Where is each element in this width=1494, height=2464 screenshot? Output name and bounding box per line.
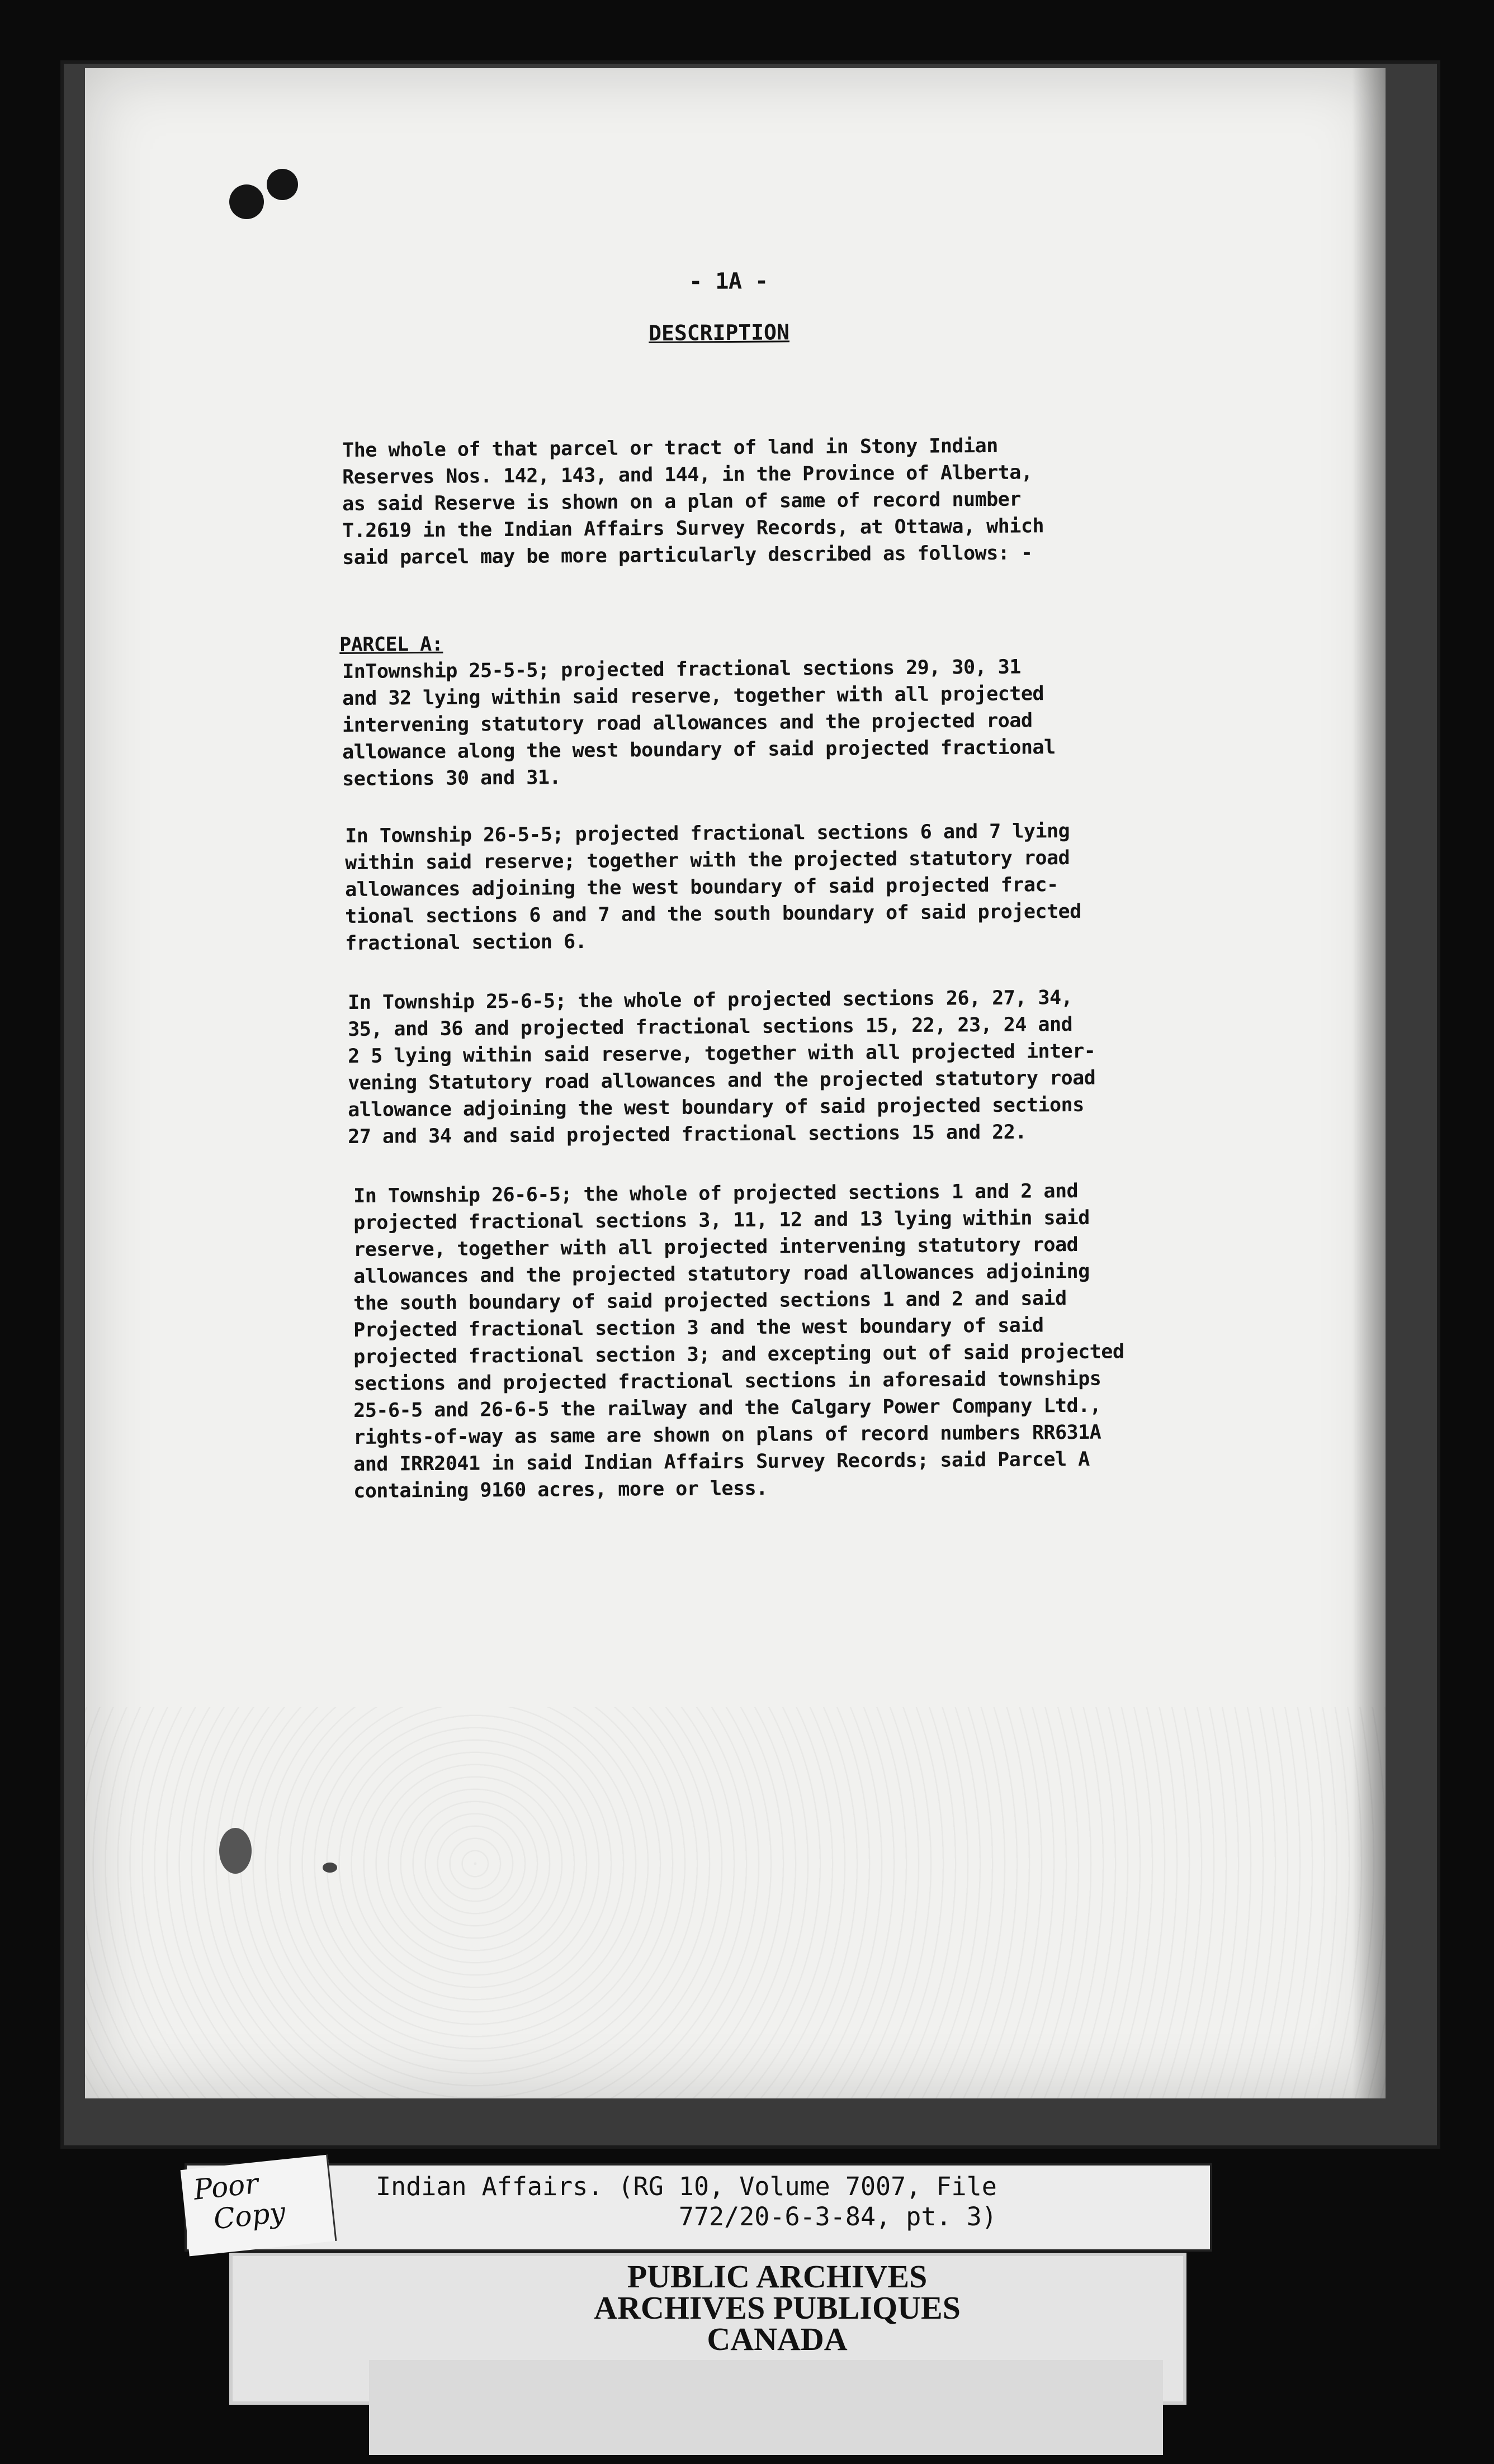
- text-line: and IRR2041 in said Indian Affairs Survey Records; said Parcel A: [353, 1448, 1090, 1476]
- text-line: the south boundary of said projected sections 1 and 2 and said: [353, 1287, 1067, 1315]
- note-line: Copy: [212, 2196, 287, 2236]
- text-line: In Township 26-5-5; projected fractional sections 6 and 7 lying: [345, 819, 1070, 847]
- text-line: 27 and 34 and said projected fractional sections 15 and 22.: [348, 1121, 1027, 1148]
- text-line: intervening statutory road allowances and the projected road: [342, 709, 1033, 737]
- text-line: In Township 25-6-5; the whole of projected sections 26, 27, 34,: [348, 986, 1073, 1014]
- parcel-heading: PARCEL A:: [339, 633, 443, 656]
- archive-card-lower: [369, 2360, 1163, 2455]
- text-line: allowance along the west boundary of said projected fractional: [342, 736, 1056, 764]
- text-line: reserve, together with all projected intervening statutory road: [353, 1233, 1079, 1261]
- text-line: sections and projected fractional sections in aforesaid townships: [353, 1367, 1101, 1395]
- reference-line: 772/20-6-3-84, pt. 3): [376, 2202, 997, 2231]
- text-line: tional sections 6 and 7 and the south boundary of said projected: [345, 900, 1081, 928]
- reference-line: Indian Affairs. (RG 10, Volume 7007, File: [376, 2172, 997, 2201]
- page-speckle: [85, 1707, 1386, 2098]
- ink-speck: [323, 1863, 337, 1873]
- page-number: - 1A -: [689, 268, 768, 295]
- text-line: allowances adjoining the west boundary of said projected frac-: [345, 874, 1058, 901]
- text-line: allowance adjoining the west boundary of said projected sections: [348, 1093, 1084, 1121]
- text-line: vening Statutory road allowances and the projected statutory road: [348, 1067, 1096, 1094]
- text-line: within said reserve; together with the projected statutory road: [345, 846, 1070, 874]
- archive-stamp: [581, 2258, 973, 2357]
- text-line: 35, and 36 and projected fractional sections 15, 22, 23, 24 and: [348, 1013, 1073, 1041]
- text-line: 2 5 lying within said reserve, together with all projected inter-: [348, 1040, 1096, 1068]
- text-line: allowances and the projected statutory road allowances adjoining: [353, 1260, 1090, 1288]
- text-line: said parcel may be more particularly described as follows: -: [342, 542, 1033, 569]
- page-edge-shadow: [1352, 68, 1386, 2098]
- text-line: InTownship 25-5-5; projected fractional sections 29, 30, 31: [342, 656, 1022, 683]
- text-line: rights-of-way as same are shown on plans of record numbers RR631A: [353, 1421, 1101, 1449]
- note-line: Poor: [192, 2167, 260, 2206]
- text-line: projected fractional sections 3, 11, 12 and 13 lying within said: [353, 1206, 1090, 1234]
- text-line: fractional section 6.: [345, 930, 587, 955]
- text-line: 25-6-5 and 26-6-5 the railway and the Calgary Power Company Ltd.,: [353, 1394, 1101, 1422]
- text-line: In Township 26-6-5; the whole of projected sections 1 and 2 and: [353, 1179, 1079, 1207]
- text-line: sections 30 and 31.: [342, 766, 561, 790]
- text-line: as said Reserve is shown on a plan of same of record number: [342, 488, 1022, 515]
- text-line: T.2619 in the Indian Affairs Survey Records, at Ottawa, which: [342, 515, 1044, 542]
- text-line: Projected fractional section 3 and the west boundary of said: [353, 1314, 1044, 1342]
- text-line: The whole of that parcel or tract of land in Stony Indian: [342, 434, 998, 462]
- stamp-line: ARCHIVES PUBLIQUES: [594, 2290, 961, 2326]
- handwritten-note: [181, 2155, 337, 2257]
- text-line: projected fractional section 3; and excepting out of said projected: [353, 1340, 1124, 1368]
- ink-blot: [267, 169, 298, 200]
- stamp-line: PUBLIC ARCHIVES: [627, 2258, 928, 2295]
- ink-smudge: [219, 1828, 252, 1874]
- stamp-line: CANADA: [707, 2321, 848, 2357]
- ink-blot: [229, 184, 264, 219]
- document-page: [85, 68, 1386, 2098]
- text-line: and 32 lying within said reserve, together with all projected: [342, 683, 1044, 710]
- text-line: containing 9160 acres, more or less.: [353, 1477, 768, 1503]
- text-line: Reserves Nos. 142, 143, and 144, in the Province of Alberta,: [342, 461, 1033, 489]
- page-title: DESCRIPTION: [649, 320, 789, 345]
